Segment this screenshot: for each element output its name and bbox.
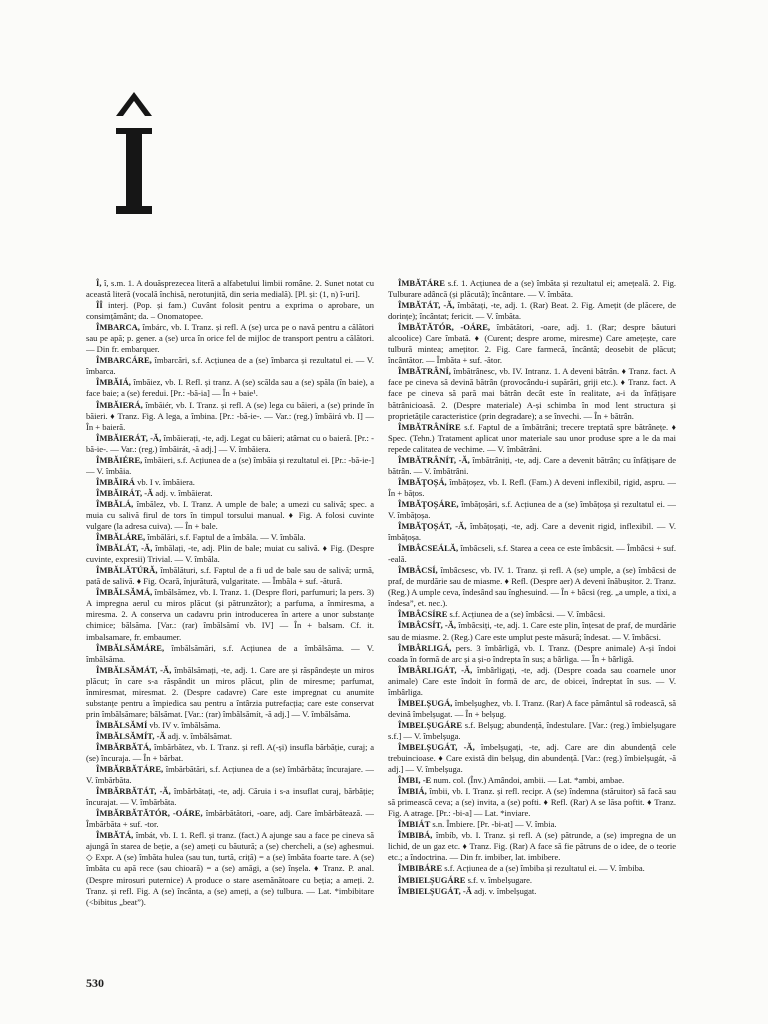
entry-definition: vb. I v. îmbăiera. xyxy=(134,476,195,487)
dictionary-entry xyxy=(388,698,676,720)
dictionary-entry xyxy=(86,731,374,742)
entry-headword: ÎMBÂCSÍT, -Ă, xyxy=(398,620,457,631)
entry-definition: îmbâcsesc, vb. IV. 1. Tranz. și refl. A (se) umple, a (se) îmbâcsi de praf, de murdărie sau de miasme. ♦ Refl. (Despre aer) A deveni înăbușitor. 2. Tranz. (Reg.) A umple ceva, îndesând sau înghesuind. — În + bâcsi (reg. „a umple, a tixi, a îndesa”, et. nec.). xyxy=(388,565,676,609)
entry-headword: ÎMBĂIERÁT, -Ă, xyxy=(96,432,162,443)
dictionary-entry xyxy=(388,665,676,698)
entry-headword: Î, xyxy=(96,278,102,288)
entry-headword: ÎMBÂCSÍ, xyxy=(398,565,438,576)
dictionary-entry xyxy=(86,300,374,322)
entry-definition: adj. v. îmbălsămat. xyxy=(165,730,233,741)
entry-headword: ÎMBĂIRÁT, -Ă xyxy=(96,487,154,498)
dictionary-entry xyxy=(388,565,676,609)
dictionary-entry xyxy=(86,665,374,720)
entry-headword: ÎMBĂRBĂTÁT, -Ă, xyxy=(96,786,171,797)
dictionary-entry xyxy=(388,830,676,863)
dictionary-entry xyxy=(86,532,374,543)
entry-headword: ÎMBĂRBĂTÁRE, xyxy=(96,764,164,775)
entry-headword: ÎMBĂTÁT, -Ă, xyxy=(398,300,455,311)
entry-headword: ÎMBĂŢOȘÁ, xyxy=(398,476,447,487)
entry-headword: ÎMBIELȘUGÁT, -Ă xyxy=(398,885,472,896)
entry-headword: ÎMBARCÁRE, xyxy=(96,355,152,366)
entry-definition: s.f. Faptul de a îmbătrâni; trecere treptată spre bătrânețe. ♦ Spec. (Tehn.) Tratament aplicat unor materiale sau unor produse spre a le da mai repede calitatea de vechime. — V. îmbătrâni. xyxy=(388,421,676,454)
dictionary-entry xyxy=(86,720,374,731)
entry-definition: îmbát, vb. I. 1. Refl. și tranz. (fact.) A ajunge sau a face pe cineva să ajungă în starea de beție, a (se) ameți cu băutură; a (se) chercheli, a (se) aghesmui. ◇ Expr. A (se) îmbăta hulea (sau tun, turtă, criță) = a (se) îmbăta foarte tare. A (se) îmbăta cu apă rece (sau chioară) = a (se) amăgi, a (se) înșela. ♦ Tranz. P. anal. (Despre mirosuri puternice) A produce o stare asemănătoare cu beția; a ameți. 2. Tranz. și refl. Fig. A (se) încânta, a (se) ameți, a (se) tulbura. — Lat. *imbibitare (<bibitus „beat”). xyxy=(86,830,374,907)
dictionary-entry xyxy=(388,477,676,499)
dictionary-entry xyxy=(388,786,676,819)
letter-glyph xyxy=(112,88,156,228)
entry-definition: î, s.m. 1. A douăsprezecea literă a alfabetului limbii române. 2. Sunet notat cu această literă (vocală închisă, nerotunjită, din seria medială). [Pl. și: (1, n) î-uri]. xyxy=(86,278,374,300)
entry-definition: îmbărbătați, -te, adj. Căruia i s-a insuflat curaj, bărbăție; încurajat. — V. îmbărbăta. xyxy=(86,786,374,808)
dictionary-entry xyxy=(388,422,676,455)
entry-headword: ÎMBĂTRÂNÍ, xyxy=(398,366,451,377)
entry-headword: ÎMBELȘUGÁ, xyxy=(398,697,453,708)
entry-headword: ÎMBĂLĂTÚRĂ, xyxy=(96,565,158,576)
dictionary-entry xyxy=(86,355,374,377)
entry-definition: îmbălsămați, -te, adj. 1. Care are și răspândește un miros plăcut; în care s-a răspândit un miros plăcut, plin de miresme; parfumat, înmiresmat, miresmat. 2. (Despre cadavre) Care este impregnat cu anumite substanțe pentru a împiedica sau pentru a întârzia putrefacția; care este conservat prin îmbălsămare; bălsămat. [Var.: (rar) îmbălsămít, -ă adj.] — V. îmbălsăma. xyxy=(86,664,374,719)
dictionary-entry xyxy=(86,808,374,830)
dictionary-entry xyxy=(388,720,676,742)
entry-definition: vb. IV v. îmbălsăma. xyxy=(147,719,221,730)
dictionary-entry xyxy=(86,433,374,455)
entry-headword: ÎMBĂTĂTÓR, -OÁRE, xyxy=(398,322,491,333)
dictionary-entry xyxy=(388,620,676,642)
dictionary-entry xyxy=(388,775,676,786)
entry-definition: îmbíb, vb. I. Tranz. și refl. A (se) pătrunde, a (se) impregna de un lichid, de un gaz etc. ♦ Tranz. Fig. (Rar) A face să fie pătruns de o idee, de o teorie etc.; a îndoctrina. — Din fr. imbiber, lat. imbibere. xyxy=(388,830,676,863)
entry-headword: ÎMBARCA, xyxy=(96,322,140,333)
dictionary-entry xyxy=(86,543,374,565)
entry-definition: îmbălări, s.f. Faptul de a îmbăla. — V. îmbăla. xyxy=(145,532,306,543)
entry-definition: s.f. Belșug; abundență, îndestulare. [Var.: (reg.) îmbielșugare s.f.] — V. îmbelșuga. xyxy=(388,719,676,741)
entry-definition: îmbătrâniți, -te, adj. Care a devenit bătrân; cu înfățișare de bătrân. — V. îmbătrâni. xyxy=(388,454,676,476)
entry-headword: ÎMBĂLÁT, -Ă, xyxy=(96,543,153,554)
entry-definition: s.n. Îmbiere. [Pr. -bi-at] — V. îmbia. xyxy=(430,819,557,830)
entry-headword: ÎMBĂLÁRE, xyxy=(96,532,146,543)
dictionary-entry xyxy=(388,543,676,565)
entry-definition: îmbățoșați, -te, adj. Care a devenit rigid, inflexibil. — V. îmbățoșa. xyxy=(388,521,676,543)
letter-bottom-serif xyxy=(116,206,152,214)
entry-definition: îmbălături, s.f. Faptul de a fi ud de bale sau de salivă; urmă, pată de salivă. ♦ Fig. Ocară, înjurătură, vulgaritate. — Îmbăla + suf. -ătură. xyxy=(86,565,374,587)
entry-headword: ÎMBIELȘUGÁRE xyxy=(398,874,466,885)
dictionary-entry xyxy=(388,322,676,366)
entry-headword: ÎMBĂIERÁ, xyxy=(96,399,143,410)
entry-headword: ÎMBÂCSÍRE xyxy=(398,609,448,620)
entry-headword: ÎMBĂIÉRE, xyxy=(96,454,143,465)
entry-headword: ÎMBELȘUGÁRE xyxy=(398,719,463,730)
entry-headword: ÎMBĂTÁRE xyxy=(398,278,446,288)
entry-definition: îmbătați, -te, adj. 1. (Rar) Beat. 2. Fig. Amețit (de plăcere, de dorințe); încântat; fericit. — V. îmbăta. xyxy=(388,300,676,322)
section-letter-i-circumflex xyxy=(112,88,156,228)
entry-headword: ÎMBĂLSĂMÍT, -Ă xyxy=(96,730,166,741)
entry-definition: îmbățoșez, vb. I. Refl. (Fam.) A deveni inflexibil, rigid, aspru. — În + bățos. xyxy=(388,476,676,498)
entry-headword: ÎMBIÁT xyxy=(398,819,431,830)
entry-headword: ÎMBIBÁ, xyxy=(398,830,433,841)
entry-headword: ÎMBĂLSĂMÁRE, xyxy=(96,642,165,653)
dictionary-entry xyxy=(388,300,676,322)
dictionary-entry xyxy=(388,875,676,886)
dictionary-entry xyxy=(388,609,676,620)
entry-headword: ÎMBI, -E xyxy=(398,775,432,786)
dictionary-entry xyxy=(388,455,676,477)
entry-definition: adj. v. îmbăierat. xyxy=(153,487,213,498)
entry-headword: ÎMBĂŢOȘÁT, -Ă, xyxy=(398,521,467,532)
dictionary-entry xyxy=(86,565,374,587)
dictionary-entry xyxy=(86,764,374,786)
column-left xyxy=(86,278,374,960)
entry-definition: îmbăiez, vb. I. Refl. și tranz. A (se) scălda sau a (se) spăla (în baie), a face baie; a (se) feredui. [Pr.: -bă-ia] — În + baie¹. xyxy=(86,377,374,399)
entry-headword: ÎMBĂTRÂNÍRE xyxy=(398,421,461,432)
entry-definition: îmbelșughez, vb. I. Tranz. (Rar) A face pământul să rodească, să devină îmbelșugat. — În + belșug. xyxy=(388,697,676,719)
entry-headword: ÎMBĂRBĂTĂTÓR, -OÁRE, xyxy=(96,808,203,819)
dictionary-entry xyxy=(86,477,374,488)
dictionary-entry xyxy=(86,278,374,300)
entry-definition: îmbărbătez, vb. I. Tranz. și refl. A(-și) insufla bărbăție, curaj; a (se) încuraja. — În + bărbat. xyxy=(86,741,374,764)
entry-definition: s.f. Acțiunea de a (se) îmbâcsi. — V. îmbâcsi. xyxy=(447,609,606,620)
entry-headword: ÎMBIÁ, xyxy=(398,786,427,797)
dictionary-entry xyxy=(86,322,374,355)
dictionary-entry xyxy=(86,643,374,665)
dictionary-entry xyxy=(86,488,374,499)
page-number: 530 xyxy=(86,976,104,990)
entry-headword: ÎÎ xyxy=(96,300,103,311)
entry-headword: ÎMBĂŢOȘÁRE, xyxy=(398,498,459,509)
entry-definition: interj. (Pop. și fam.) Cuvânt folosit pentru a exprima o aprobare, un consimțământ; da. – Onomatopee. xyxy=(86,300,374,322)
entry-definition: îmbălați, -te, adj. Plin de bale; muiat cu salivă. ♦ Fig. (Despre cuvinte, expresii) Trivial. — V. îmbăla. xyxy=(86,543,374,565)
entry-definition: îmbătători, -oare, adj. 1. (Rar; despre băuturi alcoolice) Care îmbată. ♦ (Curent; despre arome, miresme) Care amețește, care tulbură mintea; amețitor. 2. Fig. Care farmecă, încântă; deosebit de plăcut; încântător. — Îmbăta + suf. -ător. xyxy=(388,322,676,366)
entry-headword: ÎMBĂLSĂMÁT, -Ă, xyxy=(96,664,172,675)
dictionary-entry xyxy=(86,455,374,477)
circumflex-mark xyxy=(116,92,152,116)
entry-headword: ÎMBĂLSĂMÁ, xyxy=(96,587,153,598)
entry-definition: îmbárc, vb. I. Tranz. și refl. A (se) urca pe o navă pentru a călători sau pe apă; p. gener. a (se) urca în orice fel de mijloc de transport pentru a călători. — Din fr. embarquer. xyxy=(86,322,374,355)
entry-definition: îmbălsămări, s.f. Acțiunea de a îmbălsăma. — V. îmbălsăma. xyxy=(86,642,374,664)
dictionary-entry xyxy=(388,886,676,897)
entry-headword: ÎMBĂLSĂMÍ xyxy=(96,719,148,730)
entry-definition: îmbătrânesc, vb. IV. Intranz. 1. A deveni bătrân. ♦ Tranz. fact. A face pe cineva să devină bătrân (provocându-i supărări, griji etc.). ♦ Tranz. fact. A face pe cineva să pară mai bătrân decât este în realitate, a-i da înfățișare bătrânicioasă. 2. (Despre materiale) A-și schimba în mod lent structura și proprietățile caracteristice (prin degradare); a se învechi. — În + bătrân. xyxy=(388,366,676,421)
entry-definition: îmbarcări, s.f. Acțiunea de a (se) îmbarca și rezultatul ei. — V. îmbarca. xyxy=(86,355,374,377)
entry-headword: ÎMBÂRLIGÁ, xyxy=(398,642,452,653)
entry-headword: ÎMBĂLÁ, xyxy=(96,498,134,509)
dictionary-entry xyxy=(86,786,374,808)
dictionary-entry xyxy=(86,400,374,433)
dictionary-columns xyxy=(86,278,676,960)
entry-definition: îmbăierați, -te, adj. Legat cu băieri; atârnat cu o baieră. [Pr.: -bă-ie-. — Var.: (reg.) îmbăirát, -ă adj.] — V. îmbăiera. xyxy=(86,432,374,454)
dictionary-entry xyxy=(86,499,374,532)
entry-headword: ÎMBELȘUGÁT, -Ă, xyxy=(398,741,475,752)
entry-definition: îmbăieri, s.f. Acțiunea de a (se) îmbăia și rezultatul ei. [Pr.: -bă-ie-] — V. îmbăia. xyxy=(86,454,374,476)
entry-definition: îmbățoșări, s.f. Acțiunea de a (se) îmbățoșa și rezultatul ei. — V. îmbățoșa. xyxy=(388,498,676,520)
entry-definition: îmbâcsiți, -te, adj. 1. Care este plin, înțesat de praf, de murdărie sau de miasme. 2. (Reg.) Care este umplut peste măsură; îndesat. — V. îmbâcsi. xyxy=(388,620,676,642)
dictionary-entry xyxy=(388,643,676,665)
entry-definition: îmbăiér, vb. I. Tranz. și refl. A (se) lega cu băieri, a (se) prinde în băieri. ♦ Tranz. Fig. A lega, a îmbina. [Pr.: -bă-ie-. — Var.: (reg.) îmbăirá vb. I] — În + baieră. xyxy=(86,399,374,432)
dictionary-entry xyxy=(86,377,374,399)
entry-definition: îmbâcseli, s.f. Starea a ceea ce este îmbâcsit. — Îmbâcsi + suf. -eală. xyxy=(388,543,676,565)
column-right xyxy=(388,278,676,960)
entry-headword: ÎMBĂIÁ, xyxy=(96,377,131,388)
entry-definition: num. col. (Înv.) Amândoi, ambii. — Lat. *ambi, ambae. xyxy=(431,775,625,786)
dictionary-entry xyxy=(86,587,374,642)
dictionary-entry xyxy=(388,366,676,421)
dictionary-entry xyxy=(388,278,676,300)
dictionary-entry xyxy=(388,863,676,874)
dictionary-entry xyxy=(388,521,676,543)
entry-definition: îmbărbătări, s.f. Acțiunea de a (se) îmbărbăta; încurajare. — V. îmbărbăta. xyxy=(86,764,374,786)
entry-definition: îmbălsămez, vb. I. Tranz. 1. (Despre flori, parfumuri; la pers. 3) A impregna aerul cu miros plăcut (și pătrunzător); a parfuma, a înmiresma, a miresma. 2. A conserva un cadavru prin introducerea în artere a unor substanțe chimice; bălsăma. [Var.: (rar) îmbălsămí vb. IV] — În + balsam. Cf. it. imbalsamare, fr. embaumer. xyxy=(86,587,374,642)
entry-definition: îmbârligați, -te, adj. (Despre coada sau coarnele unor animale) Care este îndoit în formă de arc, de obicei, îndreptat în sus. — V. îmbârliga. xyxy=(388,664,676,697)
letter-top-serif xyxy=(116,128,152,134)
entry-definition: adj. v. îmbelșugat. xyxy=(471,885,537,896)
dictionary-entry xyxy=(86,742,374,764)
entry-definition: s.f. v. îmbelșugare. xyxy=(465,874,533,885)
entry-headword: ÎMBÂRLIGÁT, -Ă, xyxy=(398,664,473,675)
entry-headword: ÎMBÂCSEÁLĂ, xyxy=(398,543,459,554)
entry-definition: pers. 3 îmbârligă, vb. I. Tranz. (Despre animale) A-și îndoi coada în formă de arc și a și-o îndrepta în sus; a bârliga. — În + bârligă. xyxy=(388,642,676,664)
letter-stem xyxy=(126,128,142,212)
entry-definition: îmbălez, vb. I. Tranz. A umple de bale; a umezi cu salivă; spec. a muia cu salivă firul de tors în timpul torsului manual. ♦ Fig. A folosi cuvinte vulgare (la adresa cuiva). — În + bale. xyxy=(86,498,374,532)
dictionary-entry xyxy=(388,742,676,775)
entry-definition: îmbelșugați, -te, adj. Care are din abundență cele trebuincioase. ♦ Care există din belșug, din abundență. [Var.: (reg.) îmbielșugát, -ă adj.] — V. îmbelșuga. xyxy=(388,741,676,775)
dictionary-entry xyxy=(86,830,374,907)
entry-headword: ÎMBĂTÁ, xyxy=(96,830,134,841)
entry-definition: îmbii, vb. I. Tranz. și refl. recipr. A (se) îndemna (stăruitor) să facă sau să primească ceva; a (se) invita, a (se) pofti. ♦ Refl. (Rar) A se lăsa poftit. ♦ Tranz. Fig. A atrage. [Pr.: -bi-a] — Lat. *inviare. xyxy=(388,786,676,819)
entry-headword: ÎMBĂIRÁ xyxy=(96,476,135,487)
entry-headword: ÎMBĂRBĂTÁ, xyxy=(96,741,152,752)
entry-headword: ÎMBĂTRÂNÍT, -Ă, xyxy=(398,454,470,465)
dictionary-entry xyxy=(388,499,676,521)
dictionary-entry xyxy=(388,819,676,830)
entry-definition: s.f. Acțiunea de a (se) îmbiba și rezultatul ei. — V. îmbiba. xyxy=(442,863,645,874)
entry-definition: îmbărbătători, -oare, adj. Care îmbărbătează. — Îmbărbăta + suf. -tor. xyxy=(86,808,374,830)
entry-definition: s.f. 1. Acțiunea de a (se) îmbăta și rezultatul ei; amețeală. 2. Fig. Tulburare adâncă (și plăcută); încântare. — V. îmbăta. xyxy=(388,278,676,300)
entry-headword: ÎMBIBÁRE xyxy=(398,863,443,874)
